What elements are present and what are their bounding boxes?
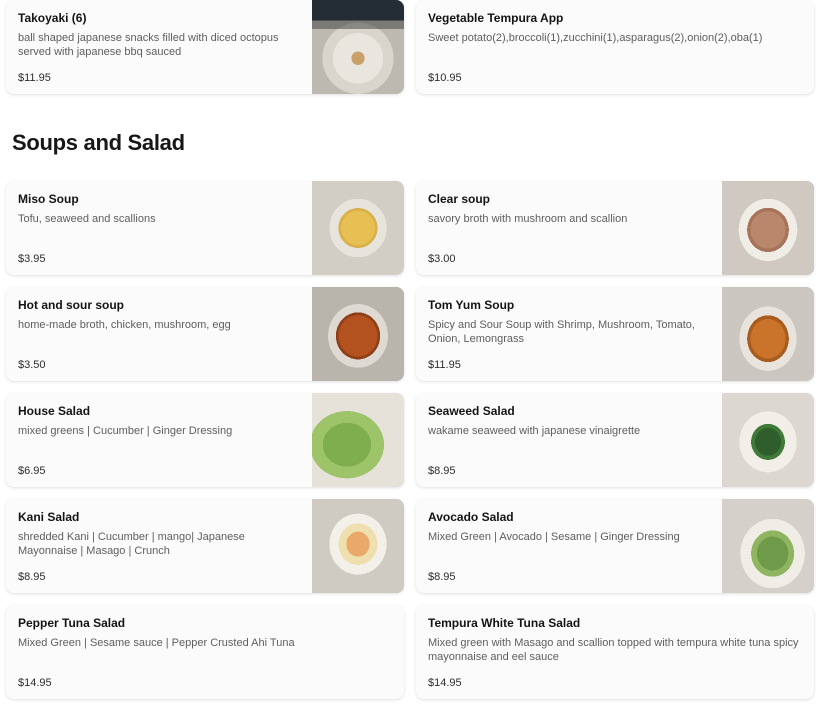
menu-item-price: $8.95 <box>18 571 46 583</box>
menu-item-photo <box>312 181 404 275</box>
menu-item-card[interactable] <box>6 287 404 381</box>
menu-item-price: $6.95 <box>18 465 46 477</box>
menu-item-photo <box>722 287 814 381</box>
menu-item-text <box>6 605 404 699</box>
menu-item-name: Avocado Salad <box>428 510 514 524</box>
menu-item-name: Pepper Tuna Salad <box>18 616 126 630</box>
menu-item-price: $3.50 <box>18 359 46 371</box>
menu-item-card[interactable] <box>6 393 404 487</box>
menu-item-description: shredded Kani | Cucumber | mango| Japanese Mayonnaise | Masago | Crunch <box>18 531 245 557</box>
menu-item-name: Kani Salad <box>18 510 80 524</box>
menu-item-description: Spicy and Sour Soup with Shrimp, Mushroom, Tomato, Onion, Lemongrass <box>428 319 695 345</box>
menu-item-photo <box>722 181 814 275</box>
menu-item-description: mixed greens | Cucumber | Ginger Dressing <box>18 425 233 437</box>
menu-section-soups-and-salad <box>6 181 819 699</box>
menu-item-photo <box>722 393 814 487</box>
menu-item-text <box>6 0 312 94</box>
menu-item-photo <box>722 499 814 593</box>
menu-item-name: Tempura White Tuna Salad <box>428 616 581 630</box>
menu-item-name: Seaweed Salad <box>428 404 515 418</box>
menu-item-description: Sweet potato(2),broccoli(1),zucchini(1),asparagus(2),onion(2),oba(1) <box>428 32 763 44</box>
menu-item-name: Tom Yum Soup <box>428 298 515 312</box>
menu-item-card[interactable] <box>6 499 404 593</box>
menu-item-name: Takoyaki (6) <box>18 11 87 25</box>
menu-section-top <box>6 0 819 94</box>
menu-item-card[interactable] <box>6 0 404 94</box>
menu-item-description: wakame seaweed with japanese vinaigrette <box>428 425 641 437</box>
menu-item-card[interactable] <box>416 0 814 94</box>
menu-item-text <box>6 499 312 593</box>
menu-item-card[interactable] <box>416 605 814 699</box>
menu-item-price: $8.95 <box>428 465 456 477</box>
menu-item-description: Mixed green with Masago and scallion topped with tempura white tuna spicy mayonnaise and eel sauce <box>428 637 799 663</box>
menu-item-price: $14.95 <box>428 677 462 689</box>
menu-item-price: $14.95 <box>18 677 52 689</box>
menu-item-description: ball shaped japanese snacks filled with diced octopus served with japanese bbq sauced <box>18 32 279 58</box>
menu-item-text <box>6 393 312 487</box>
section-heading-soups-and-salad: Soups and Salad <box>12 130 185 155</box>
menu-item-name: Vegetable Tempura App <box>428 11 564 25</box>
menu-item-description: Tofu, seaweed and scallions <box>18 213 156 225</box>
menu-item-photo <box>312 499 404 593</box>
menu-item-photo <box>312 287 404 381</box>
menu-item-text <box>416 499 722 593</box>
menu-item-price: $3.00 <box>428 253 456 265</box>
menu-item-card[interactable] <box>416 287 814 381</box>
menu-item-description: Mixed Green | Avocado | Sesame | Ginger Dressing <box>428 531 680 543</box>
menu-item-photo <box>312 0 404 94</box>
menu-item-name: Miso Soup <box>18 192 79 206</box>
menu-item-card[interactable] <box>416 499 814 593</box>
menu-item-price: $11.95 <box>428 359 461 371</box>
menu-item-price: $3.95 <box>18 253 46 265</box>
menu-item-text <box>6 181 312 275</box>
menu-item-text <box>416 0 814 94</box>
menu-item-text <box>416 605 814 699</box>
menu-item-description: Mixed Green | Sesame sauce | Pepper Crusted Ahi Tuna <box>18 637 295 649</box>
menu-item-card[interactable] <box>416 393 814 487</box>
menu-item-text <box>416 181 722 275</box>
menu-item-price: $10.95 <box>428 72 462 84</box>
menu-item-description: home-made broth, chicken, mushroom, egg <box>18 319 231 331</box>
menu-item-price: $11.95 <box>18 72 51 84</box>
menu-item-photo <box>312 393 404 487</box>
menu-item-text <box>416 393 722 487</box>
menu-item-text <box>6 287 312 381</box>
menu-item-card[interactable] <box>6 605 404 699</box>
menu-item-card[interactable] <box>6 181 404 275</box>
menu-item-description: savory broth with mushroom and scallion <box>428 213 628 225</box>
menu-item-name: Clear soup <box>428 192 491 206</box>
menu-item-card[interactable] <box>416 181 814 275</box>
menu-item-name: House Salad <box>18 404 91 418</box>
menu-item-price: $8.95 <box>428 571 456 583</box>
menu-item-name: Hot and sour soup <box>18 298 124 312</box>
menu-item-text <box>416 287 722 381</box>
